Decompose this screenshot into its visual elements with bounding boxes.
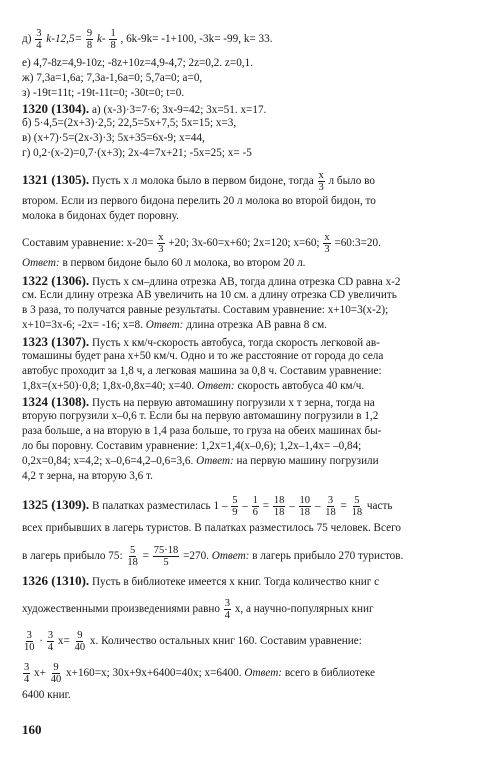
fraction	[23, 662, 30, 685]
fraction	[47, 630, 54, 653]
problem-1326-line1	[22, 573, 379, 590]
text: x, а научно-популярных книг	[234, 603, 374, 616]
text: 0,2x=0,84; x=4,2; x–0,6=4,2–0,6=3,6.	[22, 455, 194, 467]
problem-1326-line2	[22, 598, 374, 621]
text: =270.	[183, 550, 209, 563]
numerator: 3	[224, 598, 231, 609]
denominator: 18	[299, 507, 311, 518]
problem-1321-line3: молока в бидонах будет поровну.	[22, 210, 179, 222]
text: д)	[22, 33, 32, 46]
text: Пусть x см–длина отрезка AB, тогда длина отрезка CD равна x-2	[91, 276, 401, 288]
line-d	[22, 28, 273, 51]
fraction	[273, 495, 286, 518]
fraction	[126, 545, 139, 568]
answer-label: Ответ:	[244, 667, 283, 680]
text: x+10=3x-6; -2x= -16; x=8.	[22, 319, 143, 331]
text: Пусть x л молока было в первом бидоне, тогда	[91, 175, 314, 188]
text: в лагерь прибыло 270 туристов.	[252, 550, 404, 563]
problem-1324-line3: раза больше, а на вторую в 1,4 раза больше, то груза на обеих машинах бы-	[22, 425, 382, 437]
problem-1326-line3	[22, 630, 362, 653]
fraction	[86, 28, 93, 51]
text: =60:3=20.	[334, 237, 381, 250]
denominator: 18	[127, 557, 138, 568]
text: k-12,5=	[46, 33, 83, 46]
denominator: 4	[36, 40, 42, 51]
text: скорость автобуса 40 км/ч.	[237, 380, 365, 392]
line-e: е) 4,7-8z=4,9-10z; -8z+10z=4,9-4,7; 2z=0,2. z=0,1.	[22, 57, 253, 69]
problem-1326-line4	[22, 662, 375, 685]
text: x+	[34, 667, 46, 680]
problem-number: 1324 (1308).	[22, 394, 90, 409]
text: всего в библиотеке	[284, 667, 375, 680]
text: Пусть на первую автомашину погрузили x т зерна, тогда на	[91, 397, 375, 409]
numerator: 5	[130, 545, 136, 556]
operator: =	[340, 500, 347, 513]
text: Пусть x км/ч-скорость автобуса, тогда скорость легковой ав-	[91, 337, 380, 349]
operator: ·	[39, 635, 44, 648]
operator: –	[242, 500, 248, 513]
fraction	[224, 598, 231, 621]
denominator: 10	[24, 642, 35, 653]
numerator: x	[324, 232, 330, 243]
text: k-	[96, 33, 106, 46]
fraction	[351, 495, 364, 518]
numerator: 10	[299, 495, 311, 506]
problem-number: 1323 (1307).	[22, 334, 90, 349]
denominator: 4	[224, 610, 231, 621]
numerator: 3	[24, 662, 30, 673]
problem-1324-line4: ло бы поровну. Составим уравнение: 1,2x=1,4(x–0,6); 1,2x–1,4x= –0,84;	[22, 440, 362, 452]
text: в лагерь прибыло 75:	[22, 550, 123, 563]
problem-1322-line2: см. Если длину отрезка AB увеличить на 10 см. а длину отрезка CD увеличить	[22, 289, 397, 301]
fraction	[324, 495, 337, 518]
fraction	[109, 28, 116, 51]
numerator: x	[158, 232, 164, 243]
numerator: 9	[86, 28, 93, 39]
text: , 6k-9k= -1+100, -3k= -99, k= 33.	[120, 33, 273, 46]
text: художественными произведениями равно	[22, 603, 220, 616]
problem-1324-line5	[22, 454, 379, 469]
text: на первую машину погрузили	[236, 455, 379, 467]
problem-1320-b: б) 5·4,5=(2x+3)·2,5; 22,5=5x+7,5; 5x=15; x=3,	[22, 117, 237, 129]
problem-number: 1326 (1310).	[22, 573, 90, 588]
problem-number: 1322 (1306).	[22, 273, 90, 288]
denominator: 4	[47, 642, 54, 653]
text: Пусть в библиотеке имеется x книг. Тогда количество книг с	[91, 576, 380, 588]
text: 1,8x=(x+50)·0,8; 1,8x-0,8x=40; x=40.	[22, 380, 195, 392]
fraction	[252, 495, 259, 518]
fraction	[299, 495, 312, 518]
numerator: x	[318, 170, 324, 181]
problem-1321-line1	[22, 170, 375, 193]
text: Составим уравнение: x-20=	[22, 237, 154, 250]
numerator: 18	[273, 495, 285, 506]
numerator: 3	[36, 28, 42, 39]
text: длина отрезка AB равна 8 см.	[186, 319, 327, 331]
answer-label: Ответ:	[196, 455, 234, 467]
fraction	[74, 630, 87, 653]
problem-1320-g: г) 0,2·(x-2)=0,7·(x+3); 2x-4=7x+21; -5x=25; x= -5	[22, 147, 252, 159]
fraction	[318, 170, 325, 193]
problem-1324-line2: вторую погрузили x–0,6 т. Если бы на первую автомашину погрузили в 1,2	[22, 410, 379, 422]
fraction	[231, 495, 238, 518]
fraction	[153, 545, 180, 568]
text: x=	[57, 635, 70, 648]
fraction	[35, 28, 42, 51]
fraction	[323, 232, 330, 255]
answer-label: Ответ:	[145, 319, 184, 331]
numerator: 75·18	[153, 545, 179, 556]
denominator: 5	[163, 557, 169, 568]
denominator: 40	[50, 674, 62, 685]
operator: =	[142, 550, 149, 563]
problem-number: 1320 (1304).	[22, 101, 90, 116]
problem-1322-line3: в 3 раза, то получатся равные результаты. Составим уравнение: x+10=3(x-2);	[22, 304, 389, 316]
denominator: 18	[325, 507, 336, 518]
denominator: 3	[324, 244, 330, 255]
operator: =	[262, 500, 270, 513]
text: +20; 3x-60=x+60; 2x=120; x=60;	[168, 237, 320, 250]
problem-1326-line5: 6400 книг.	[22, 689, 71, 701]
problem-1325-line2: всех прибывших в лагерь туристов. В палатках разместилось 75 человек. Всего	[22, 522, 401, 534]
problem-1323-line3: автобус проходит за 1,8 ч, а легковая машина за 0,8 ч. Составим уравнение:	[22, 365, 382, 377]
fraction	[50, 662, 63, 685]
numerator: 3	[47, 630, 54, 641]
problem-1325-line1	[22, 495, 392, 518]
answer-label: Ответ:	[197, 380, 235, 392]
operator: –	[289, 500, 295, 513]
fraction	[157, 232, 164, 255]
denominator: 3	[318, 182, 324, 193]
numerator: 3	[26, 630, 32, 641]
denominator: 8	[110, 40, 116, 51]
numerator: 9	[53, 662, 59, 673]
text: В палатках разместилась 1 –	[91, 500, 228, 513]
line-z: з) -19t=11t; -19t-11t=0; -30t=0; t=0.	[22, 87, 185, 99]
denominator: 18	[273, 507, 285, 518]
problem-1321-line2: втором. Если из первого бидона перелить 20 л молока во второй бидон, то	[22, 195, 376, 207]
numerator: 3	[327, 495, 334, 506]
text: л было во	[328, 175, 375, 188]
answer-label: Ответ:	[211, 550, 250, 563]
denominator: 6	[252, 507, 258, 518]
denominator: 40	[74, 642, 86, 653]
numerator: 1	[110, 28, 116, 39]
line-zh: ж) 7,3a=1,6a; 7,3a-1,6a=0; 5,7a=0; a=0,	[22, 72, 203, 84]
numerator: 1	[252, 495, 258, 506]
problem-1325-line3	[22, 545, 403, 568]
problem-1321-answer	[22, 256, 305, 271]
denominator: 9	[232, 507, 238, 518]
problem-number: 1321 (1305).	[22, 172, 90, 188]
text: часть	[366, 500, 393, 513]
problem-1323-line2: томашины будет рана x+50 км/ч. Одно и то же расстояние от города до села	[22, 350, 384, 362]
text: x. Количество остальных книг 160. Составим уравнение:	[89, 635, 362, 648]
problem-1323-line4	[22, 379, 364, 394]
text: в первом бидоне было 60 л молока, во втором 20 л.	[62, 257, 306, 269]
text: а) (x-3)·3=7·6; 3x-9=42; 3x=51. x=17.	[91, 104, 267, 116]
numerator: 5	[232, 495, 238, 506]
text: x+160=x; 30x+9x+6400=40x; x=6400.	[66, 667, 242, 680]
operator: –	[314, 500, 321, 513]
denominator: 4	[24, 674, 30, 685]
problem-number: 1325 (1309).	[22, 497, 90, 513]
denominator: 3	[158, 244, 164, 255]
numerator: 9	[77, 630, 83, 641]
answer-label: Ответ:	[22, 257, 60, 269]
denominator: 8	[86, 40, 93, 51]
problem-1324-line6: 4,2 т зерна, на вторую 3,6 т.	[22, 470, 153, 482]
fraction	[23, 630, 36, 653]
denominator: 18	[351, 507, 363, 518]
problem-1322-line4	[22, 318, 327, 333]
numerator: 5	[354, 495, 360, 506]
page-number: 160	[22, 722, 42, 737]
problem-1321-line4	[22, 232, 381, 255]
problem-1320-v: в) (x+7)·5=(2x-3)·3; 5x+35=6x-9; x=44,	[22, 132, 205, 144]
